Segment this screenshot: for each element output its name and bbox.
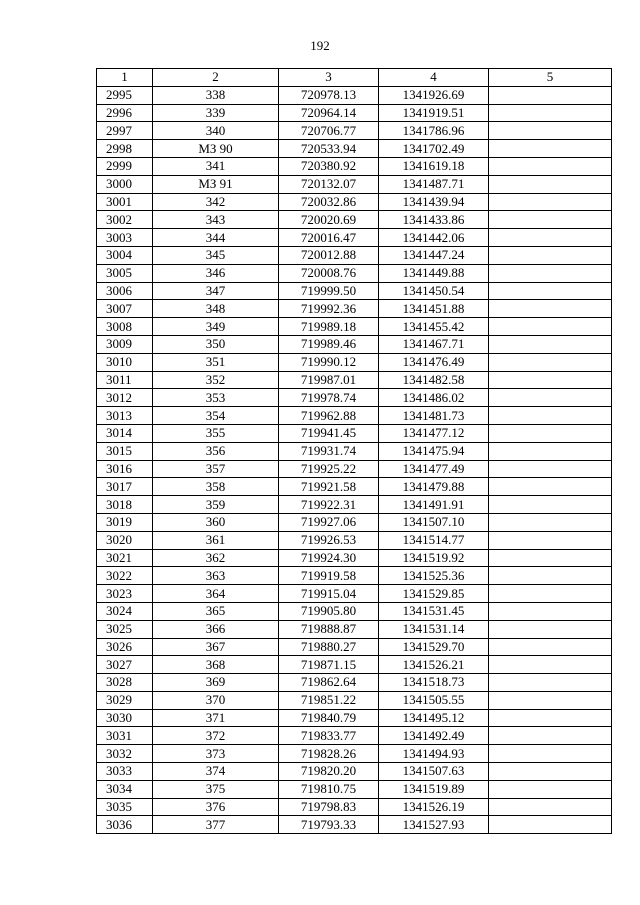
table-cell <box>489 567 612 585</box>
table-cell: 1341531.45 <box>379 602 489 620</box>
table-cell <box>489 442 612 460</box>
table-cell: 339 <box>153 104 279 122</box>
table-cell <box>489 229 612 247</box>
table-cell: 719840.79 <box>279 709 379 727</box>
table-cell: 1341494.93 <box>379 745 489 763</box>
table-cell: 360 <box>153 513 279 531</box>
table-cell <box>489 638 612 656</box>
table-cell <box>489 353 612 371</box>
table-cell: 1341519.92 <box>379 549 489 567</box>
table-cell: 719862.64 <box>279 674 379 692</box>
table-cell: 1341487.71 <box>379 175 489 193</box>
table-cell: 3030 <box>97 709 153 727</box>
table-row <box>97 727 612 745</box>
table-cell: 2997 <box>97 122 153 140</box>
table-cell <box>489 86 612 104</box>
column-header: 4 <box>379 69 489 87</box>
table-cell <box>489 549 612 567</box>
table-cell: 3019 <box>97 513 153 531</box>
table-cell: 720020.69 <box>279 211 379 229</box>
table-cell <box>489 780 612 798</box>
table-cell <box>489 140 612 158</box>
table-cell <box>489 371 612 389</box>
table-cell: 1341529.70 <box>379 638 489 656</box>
table-cell: 719978.74 <box>279 389 379 407</box>
table-row <box>97 389 612 407</box>
table-cell: 1341477.12 <box>379 424 489 442</box>
table-row <box>97 531 612 549</box>
table-cell: 365 <box>153 602 279 620</box>
table-row <box>97 211 612 229</box>
table-cell: 1341519.89 <box>379 780 489 798</box>
table-cell: 3012 <box>97 389 153 407</box>
column-header: 2 <box>153 69 279 87</box>
table-cell: 340 <box>153 122 279 140</box>
table-cell: 719888.87 <box>279 620 379 638</box>
table-cell: 353 <box>153 389 279 407</box>
table-row <box>97 513 612 531</box>
table-row <box>97 86 612 104</box>
table-cell: 3020 <box>97 531 153 549</box>
table-row <box>97 335 612 353</box>
table-cell: 367 <box>153 638 279 656</box>
table-cell: 719924.30 <box>279 549 379 567</box>
table-row <box>97 175 612 193</box>
table-cell <box>489 318 612 336</box>
table-row <box>97 780 612 798</box>
table-row <box>97 798 612 816</box>
table-cell: 3024 <box>97 602 153 620</box>
table-cell: 1341526.21 <box>379 656 489 674</box>
table-cell: 359 <box>153 496 279 514</box>
table-row <box>97 602 612 620</box>
table-row <box>97 140 612 158</box>
table-cell <box>489 674 612 692</box>
table-cell: 3032 <box>97 745 153 763</box>
table-cell: 719989.18 <box>279 318 379 336</box>
table-cell: 341 <box>153 157 279 175</box>
coordinates-table <box>96 68 612 834</box>
table-cell: 1341619.18 <box>379 157 489 175</box>
table-cell: 3003 <box>97 229 153 247</box>
table-cell: 1341449.88 <box>379 264 489 282</box>
table-cell <box>489 193 612 211</box>
table-cell: 719919.58 <box>279 567 379 585</box>
table-cell: 1341529.85 <box>379 585 489 603</box>
table-cell: 719828.26 <box>279 745 379 763</box>
table-cell: 1341526.19 <box>379 798 489 816</box>
table-cell: 3028 <box>97 674 153 692</box>
table-row <box>97 157 612 175</box>
table-cell: 345 <box>153 246 279 264</box>
table-cell: 719926.53 <box>279 531 379 549</box>
table-cell: 3017 <box>97 478 153 496</box>
table-cell: 719905.80 <box>279 602 379 620</box>
table-cell: 1341447.24 <box>379 246 489 264</box>
table-cell: 719915.04 <box>279 585 379 603</box>
table-cell: 352 <box>153 371 279 389</box>
table-cell: 346 <box>153 264 279 282</box>
table-cell: 1341476.49 <box>379 353 489 371</box>
table-row <box>97 424 612 442</box>
table-cell: 3036 <box>97 816 153 834</box>
table-cell: 3004 <box>97 246 153 264</box>
table-cell <box>489 460 612 478</box>
table-cell: 719989.46 <box>279 335 379 353</box>
table-cell: 1341486.02 <box>379 389 489 407</box>
table-cell: 351 <box>153 353 279 371</box>
table-cell: 371 <box>153 709 279 727</box>
table-cell: 1341531.14 <box>379 620 489 638</box>
table-cell: 720978.13 <box>279 86 379 104</box>
table-cell: 720016.47 <box>279 229 379 247</box>
table-cell: 1341451.88 <box>379 300 489 318</box>
table-cell: 3000 <box>97 175 153 193</box>
table-cell: 2996 <box>97 104 153 122</box>
table-cell <box>489 424 612 442</box>
table-row <box>97 407 612 425</box>
table-cell: 3001 <box>97 193 153 211</box>
table-cell: 347 <box>153 282 279 300</box>
table-row <box>97 104 612 122</box>
table-cell: 1341525.36 <box>379 567 489 585</box>
table-cell: 3023 <box>97 585 153 603</box>
table-cell <box>489 335 612 353</box>
table-cell: 719927.06 <box>279 513 379 531</box>
table-cell <box>489 531 612 549</box>
table-row <box>97 442 612 460</box>
table-cell <box>489 122 612 140</box>
table-cell: 720132.07 <box>279 175 379 193</box>
table-cell: 3029 <box>97 691 153 709</box>
table-cell: 2999 <box>97 157 153 175</box>
table-cell: 719810.75 <box>279 780 379 798</box>
column-header: 1 <box>97 69 153 87</box>
table-cell: 3008 <box>97 318 153 336</box>
table-cell: 354 <box>153 407 279 425</box>
table-cell: 3035 <box>97 798 153 816</box>
table-cell <box>489 620 612 638</box>
table-cell: 342 <box>153 193 279 211</box>
table-cell: 719880.27 <box>279 638 379 656</box>
table-cell: 349 <box>153 318 279 336</box>
table-cell: 1341919.51 <box>379 104 489 122</box>
table-cell: 361 <box>153 531 279 549</box>
table-cell: 1341479.88 <box>379 478 489 496</box>
table-header-row <box>97 69 612 87</box>
table-cell <box>489 157 612 175</box>
table-cell: 1341514.77 <box>379 531 489 549</box>
table-cell: 719962.88 <box>279 407 379 425</box>
table-cell: 3031 <box>97 727 153 745</box>
table-cell: 1341527.93 <box>379 816 489 834</box>
table-cell <box>489 585 612 603</box>
table-cell: 1341491.91 <box>379 496 489 514</box>
table-cell: 1341439.94 <box>379 193 489 211</box>
table-cell: 719793.33 <box>279 816 379 834</box>
table-cell: 1341482.58 <box>379 371 489 389</box>
table-cell: 720964.14 <box>279 104 379 122</box>
table-cell: 3033 <box>97 763 153 781</box>
table-cell: 1341926.69 <box>379 86 489 104</box>
table-cell: 1341455.42 <box>379 318 489 336</box>
table-cell: 3016 <box>97 460 153 478</box>
table-cell: 3006 <box>97 282 153 300</box>
table-cell: 1341702.49 <box>379 140 489 158</box>
table-cell: 1341450.54 <box>379 282 489 300</box>
table-cell <box>489 816 612 834</box>
table-row <box>97 567 612 585</box>
table-cell <box>489 709 612 727</box>
table-cell: 369 <box>153 674 279 692</box>
table-cell: 3014 <box>97 424 153 442</box>
table-cell: 720008.76 <box>279 264 379 282</box>
table-cell <box>489 763 612 781</box>
table-cell <box>489 175 612 193</box>
table-row <box>97 656 612 674</box>
table-cell: 1341481.73 <box>379 407 489 425</box>
table-cell: 3027 <box>97 656 153 674</box>
table-cell: 1341442.06 <box>379 229 489 247</box>
table-cell: 1341518.73 <box>379 674 489 692</box>
table-cell: 719871.15 <box>279 656 379 674</box>
table-row <box>97 264 612 282</box>
table-cell: 3005 <box>97 264 153 282</box>
table-row <box>97 585 612 603</box>
table-cell: 2995 <box>97 86 153 104</box>
table-cell: 3009 <box>97 335 153 353</box>
table-cell: 3010 <box>97 353 153 371</box>
table-cell: 348 <box>153 300 279 318</box>
table-cell: 344 <box>153 229 279 247</box>
table-cell: 374 <box>153 763 279 781</box>
table-cell <box>489 602 612 620</box>
table-cell: 719987.01 <box>279 371 379 389</box>
table-row <box>97 709 612 727</box>
table-row <box>97 246 612 264</box>
table-row <box>97 638 612 656</box>
table-cell: 720012.88 <box>279 246 379 264</box>
table-cell: 3034 <box>97 780 153 798</box>
table-cell: 719921.58 <box>279 478 379 496</box>
table-cell: 3011 <box>97 371 153 389</box>
table-cell <box>489 798 612 816</box>
table-cell: 3015 <box>97 442 153 460</box>
table-cell: 2998 <box>97 140 153 158</box>
table-cell: 719820.20 <box>279 763 379 781</box>
table-row <box>97 691 612 709</box>
table-cell: 338 <box>153 86 279 104</box>
table-cell: 3022 <box>97 567 153 585</box>
table-row <box>97 816 612 834</box>
table-cell <box>489 407 612 425</box>
table-cell: 720380.92 <box>279 157 379 175</box>
table-cell: 350 <box>153 335 279 353</box>
table-cell: 3021 <box>97 549 153 567</box>
table-cell: 368 <box>153 656 279 674</box>
table-cell: 370 <box>153 691 279 709</box>
table-cell: 1341477.49 <box>379 460 489 478</box>
table-cell <box>489 727 612 745</box>
table-cell: 364 <box>153 585 279 603</box>
table-cell: 373 <box>153 745 279 763</box>
table-cell: 719925.22 <box>279 460 379 478</box>
table-cell <box>489 211 612 229</box>
table-row <box>97 620 612 638</box>
table-cell: 3007 <box>97 300 153 318</box>
table-cell: 355 <box>153 424 279 442</box>
table-cell: 3013 <box>97 407 153 425</box>
table-cell: 376 <box>153 798 279 816</box>
table-cell: 719999.50 <box>279 282 379 300</box>
table-cell <box>489 513 612 531</box>
table-row <box>97 763 612 781</box>
column-header: 3 <box>279 69 379 87</box>
table-cell: 1341475.94 <box>379 442 489 460</box>
table-cell: 719941.45 <box>279 424 379 442</box>
table-cell: 719833.77 <box>279 727 379 745</box>
table-row <box>97 674 612 692</box>
table-cell: 3002 <box>97 211 153 229</box>
table-cell: МЗ 90 <box>153 140 279 158</box>
table-cell: 375 <box>153 780 279 798</box>
table-cell: 1341507.10 <box>379 513 489 531</box>
table-row <box>97 300 612 318</box>
table-cell: 720533.94 <box>279 140 379 158</box>
table-cell: 362 <box>153 549 279 567</box>
table-body <box>97 86 612 833</box>
table-row <box>97 122 612 140</box>
table-row <box>97 229 612 247</box>
table-cell: 1341495.12 <box>379 709 489 727</box>
table-cell: 3025 <box>97 620 153 638</box>
column-header: 5 <box>489 69 612 87</box>
table-cell: 363 <box>153 567 279 585</box>
table-cell: 356 <box>153 442 279 460</box>
table-cell: 720032.86 <box>279 193 379 211</box>
table-cell <box>489 496 612 514</box>
table-row <box>97 353 612 371</box>
table-row <box>97 282 612 300</box>
table-cell: 3026 <box>97 638 153 656</box>
table-cell: 719990.12 <box>279 353 379 371</box>
table-row <box>97 193 612 211</box>
table-cell <box>489 656 612 674</box>
table-cell <box>489 300 612 318</box>
table-row <box>97 496 612 514</box>
table-row <box>97 549 612 567</box>
table-row <box>97 745 612 763</box>
page-number: 192 <box>310 38 330 53</box>
table-cell <box>489 691 612 709</box>
table-cell: 1341492.49 <box>379 727 489 745</box>
table-cell: 358 <box>153 478 279 496</box>
table-cell: 366 <box>153 620 279 638</box>
table-cell: 719992.36 <box>279 300 379 318</box>
table-cell: 357 <box>153 460 279 478</box>
table-row <box>97 460 612 478</box>
table-cell <box>489 282 612 300</box>
table-cell: 1341786.96 <box>379 122 489 140</box>
table-cell: 1341505.55 <box>379 691 489 709</box>
table-cell <box>489 104 612 122</box>
table-cell <box>489 389 612 407</box>
table-cell: 719851.22 <box>279 691 379 709</box>
table-cell: МЗ 91 <box>153 175 279 193</box>
table-cell: 3018 <box>97 496 153 514</box>
table-cell: 343 <box>153 211 279 229</box>
table-cell: 1341507.63 <box>379 763 489 781</box>
table-cell <box>489 264 612 282</box>
table-cell: 720706.77 <box>279 122 379 140</box>
table-cell <box>489 246 612 264</box>
table-cell <box>489 745 612 763</box>
table-cell: 719922.31 <box>279 496 379 514</box>
table-cell: 1341467.71 <box>379 335 489 353</box>
table-row <box>97 371 612 389</box>
table-cell: 1341433.86 <box>379 211 489 229</box>
table-cell <box>489 478 612 496</box>
table-row <box>97 478 612 496</box>
table-row <box>97 318 612 336</box>
table-cell: 719931.74 <box>279 442 379 460</box>
table-cell: 372 <box>153 727 279 745</box>
table-cell: 377 <box>153 816 279 834</box>
table-cell: 719798.83 <box>279 798 379 816</box>
